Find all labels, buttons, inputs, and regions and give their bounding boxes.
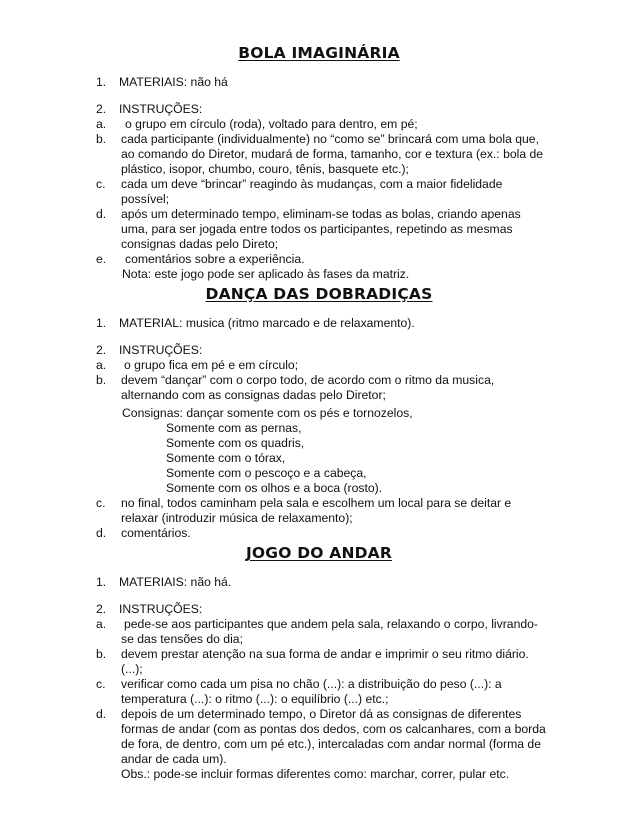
list-marker: b. xyxy=(96,647,107,661)
section-title-danca-das-dobradicas: DANÇA DAS DOBRADIÇAS xyxy=(205,285,433,303)
list-item-text: temperatura (...): o ritmo (...): o equilíbrio (...) etc.; xyxy=(121,692,389,706)
consigna-item: Somente com as pernas, xyxy=(166,421,302,435)
instructions-heading: INSTRUÇÕES: xyxy=(119,102,203,116)
instructions-heading: INSTRUÇÕES: xyxy=(119,602,203,616)
instructions-heading: INSTRUÇÕES: xyxy=(119,343,203,357)
list-marker: 2. xyxy=(96,343,107,357)
note-text: Nota: este jogo pode ser aplicado às fases da matriz. xyxy=(122,267,410,281)
list-marker: b. xyxy=(96,373,107,387)
materials-line: MATERIAL: musica (ritmo marcado e de relaxamento). xyxy=(119,316,415,330)
consigna-item: Somente com os olhos e a boca (rosto). xyxy=(166,481,383,495)
list-item-text: comentários sobre a experiência. xyxy=(125,252,305,266)
note-text: Obs.: pode-se incluir formas diferentes como: marchar, correr, pular etc. xyxy=(121,767,510,781)
consigna-item: Somente com os quadris, xyxy=(166,436,305,450)
list-item-text: ao comando do Diretor, mudará de forma, tamanho, cor e textura (ex.: bola de xyxy=(121,147,544,161)
list-item-text: cada participante (individualmente) no “como se” brincará com uma bola que, xyxy=(121,132,539,146)
list-marker: c. xyxy=(96,496,106,510)
list-item-text: devem “dançar” com o corpo todo, de acordo com o ritmo da musica, xyxy=(121,373,495,387)
list-marker: d. xyxy=(96,207,107,221)
list-marker: a. xyxy=(96,358,107,372)
list-marker: e. xyxy=(96,252,107,266)
list-item-text: devem prestar atenção na sua forma de andar e imprimir o seu ritmo diário. xyxy=(121,647,529,661)
consignas-lead: Consignas: dançar somente com os pés e tornozelos, xyxy=(122,406,413,420)
list-item-text: plástico, isopor, chumbo, couro, tênis, basquete etc.); xyxy=(121,162,409,176)
list-marker: a. xyxy=(96,617,107,631)
list-item-text: alternando com as consignas dadas pelo Diretor; xyxy=(121,388,386,402)
list-item-text: (...); xyxy=(121,662,143,676)
list-marker: 1. xyxy=(96,75,107,89)
list-marker: d. xyxy=(96,526,107,540)
materials-line: MATERIAIS: não há xyxy=(119,75,228,89)
list-item-text: o grupo em círculo (roda), voltado para dentro, em pé; xyxy=(125,117,418,131)
section-title-bola-imaginaria: BOLA IMAGINÁRIA xyxy=(238,44,400,62)
list-item-text: o grupo fica em pé e em círculo; xyxy=(124,358,299,372)
list-marker: d. xyxy=(96,707,107,721)
list-item-text: cada um deve “brincar” reagindo às mudanças, com a maior fidelidade xyxy=(121,177,503,191)
list-marker: 1. xyxy=(96,316,107,330)
list-item-text: uma, para ser jogada entre todos os participantes, repetindo as mesmas xyxy=(121,222,513,236)
list-item-text: comentários. xyxy=(121,526,191,540)
list-item-text: depois de um determinado tempo, o Diretor dá as consignas de diferentes xyxy=(121,707,522,721)
consigna-item: Somente com o pescoço e a cabeça, xyxy=(166,466,367,480)
list-item-text: após um determinado tempo, eliminam-se todas as bolas, criando apenas xyxy=(121,207,521,221)
list-item-text: consignas dadas pelo Direto; xyxy=(121,237,279,251)
list-marker: 1. xyxy=(96,575,107,589)
list-marker: c. xyxy=(96,177,106,191)
list-item-text: pede-se aos participantes que andem pela sala, relaxando o corpo, livrando- xyxy=(124,617,538,631)
list-item-text: andar de cada um). xyxy=(121,752,227,766)
list-item-text: de fora, de dentro, com um pé etc.), intercaladas com andar normal (forma de xyxy=(121,737,541,751)
list-marker: a. xyxy=(96,117,107,131)
list-item-text: relaxar (introduzir música de relaxamento); xyxy=(121,511,353,525)
materials-line: MATERIAIS: não há. xyxy=(119,575,232,589)
list-item-text: no final, todos caminham pela sala e escolhem um local para se deitar e xyxy=(121,496,512,510)
list-marker: c. xyxy=(96,677,106,691)
list-marker: 2. xyxy=(96,102,107,116)
consigna-item: Somente com o tórax, xyxy=(166,451,286,465)
list-item-text: possível; xyxy=(121,192,170,206)
list-item-text: formas de andar (com as pontas dos dedos, com os calcanhares, com a borda xyxy=(121,722,546,736)
list-marker: b. xyxy=(96,132,107,146)
list-item-text: se das tensões do dia; xyxy=(121,632,243,646)
list-marker: 2. xyxy=(96,602,107,616)
list-item-text: verificar como cada um pisa no chão (...): a distribuição do peso (...): a xyxy=(121,677,502,691)
section-title-jogo-do-andar: JOGO DO ANDAR xyxy=(245,544,393,562)
